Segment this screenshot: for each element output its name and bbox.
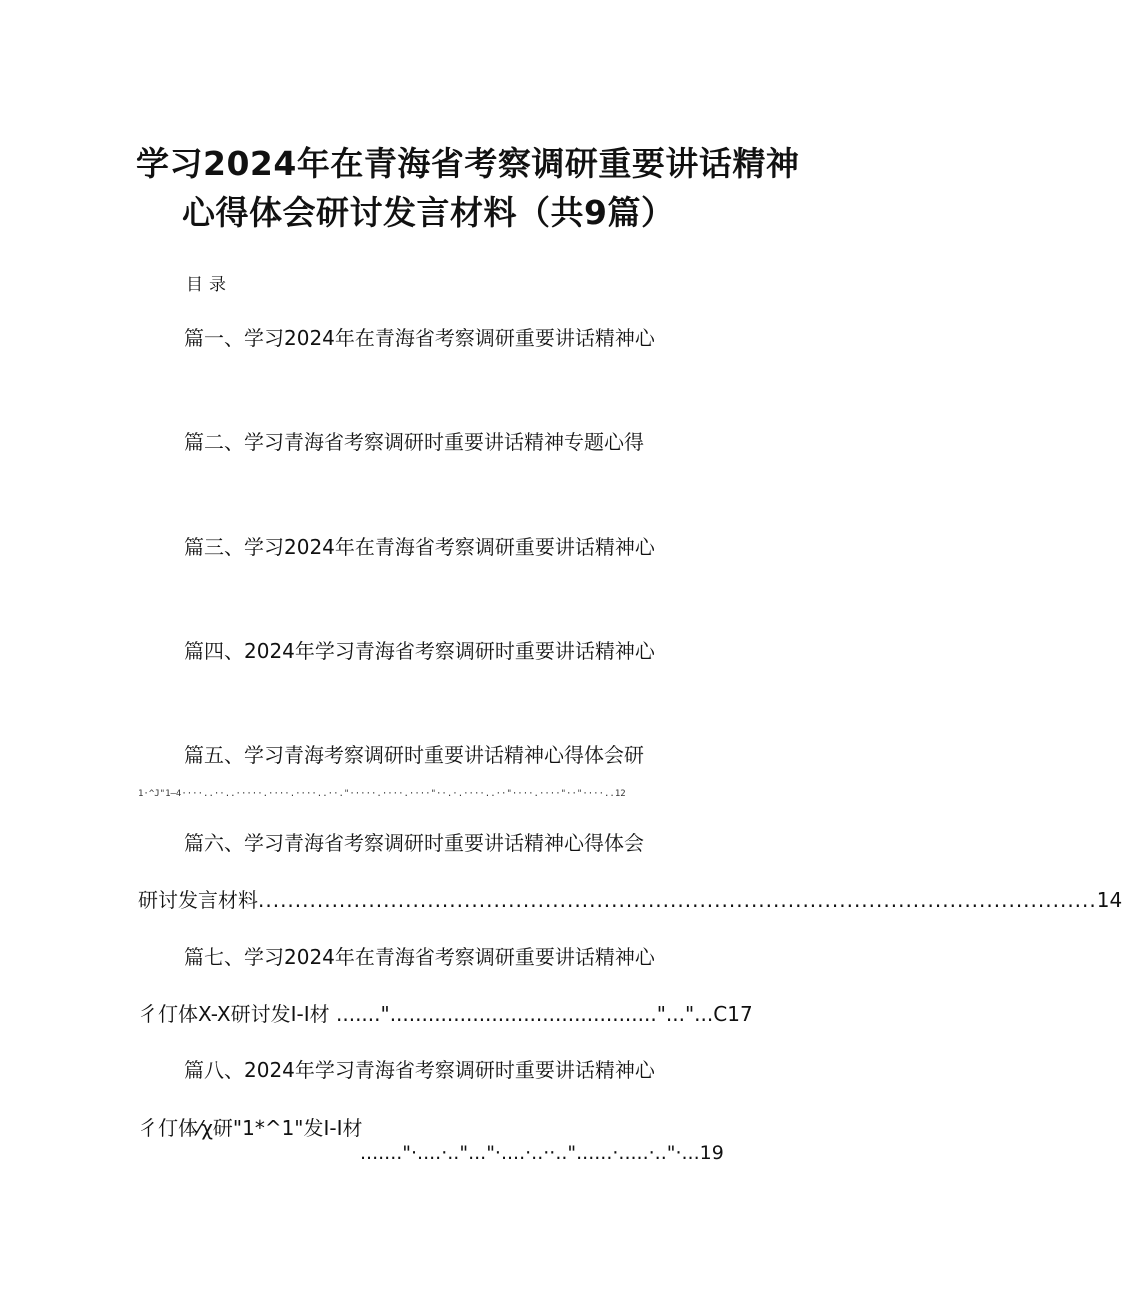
toc-entry-5[interactable]: 篇五、学习青海考察调研时重要讲话精神心得体会研: [184, 743, 644, 767]
toc-entry-7-continuation[interactable]: 彳仃体X-X研讨发I-I材 .......".........................................."..."...C17: [138, 1002, 753, 1026]
toc-entry-8-page-leader: ......."·....·.."..."·....·..··.."......·.....·.."·...19: [360, 1142, 724, 1164]
toc-entry-6[interactable]: 篇六、学习青海省考察调研时重要讲话精神心得体会: [184, 831, 644, 855]
document-title-line-1: 学习2024年在青海省考察调研重要讲话精神: [136, 144, 800, 183]
toc-heading: 目录: [186, 275, 232, 295]
toc-entry-8-continuation[interactable]: 彳仃体⁄χ研"1*^1"发I-I材: [138, 1116, 363, 1140]
toc-entry-6-continuation-text: 研讨发言材料: [138, 888, 258, 912]
toc-entry-2[interactable]: 篇二、学习青海省考察调研时重要讲话精神专题心得: [184, 430, 644, 454]
toc-entry-3[interactable]: 篇三、学习2024年在青海省考察调研重要讲话精神心: [184, 535, 655, 559]
toc-entry-7[interactable]: 篇七、学习2024年在青海省考察调研重要讲话精神心: [184, 945, 655, 969]
toc-entry-6-dot-leader: ..................................................................................................................: [258, 888, 1097, 912]
toc-entry-5-garbled-leader: 1·^J"1—4····..··..·····.····.····..··."·····.····.····"··.·.····..··"····.····"··"····..12: [138, 789, 626, 799]
toc-entry-6-page-number: 14: [1096, 888, 1122, 912]
toc-entry-4[interactable]: 篇四、2024年学习青海省考察调研时重要讲话精神心: [184, 639, 655, 663]
toc-entry-8[interactable]: 篇八、2024年学习青海省考察调研时重要讲话精神心: [184, 1058, 655, 1082]
document-title-line-2: 心得体会研讨发言材料（共9篇）: [182, 193, 675, 232]
toc-entry-1[interactable]: 篇一、学习2024年在青海省考察调研重要讲话精神心: [184, 326, 655, 350]
toc-entry-6-continuation[interactable]: [138, 884, 1122, 913]
